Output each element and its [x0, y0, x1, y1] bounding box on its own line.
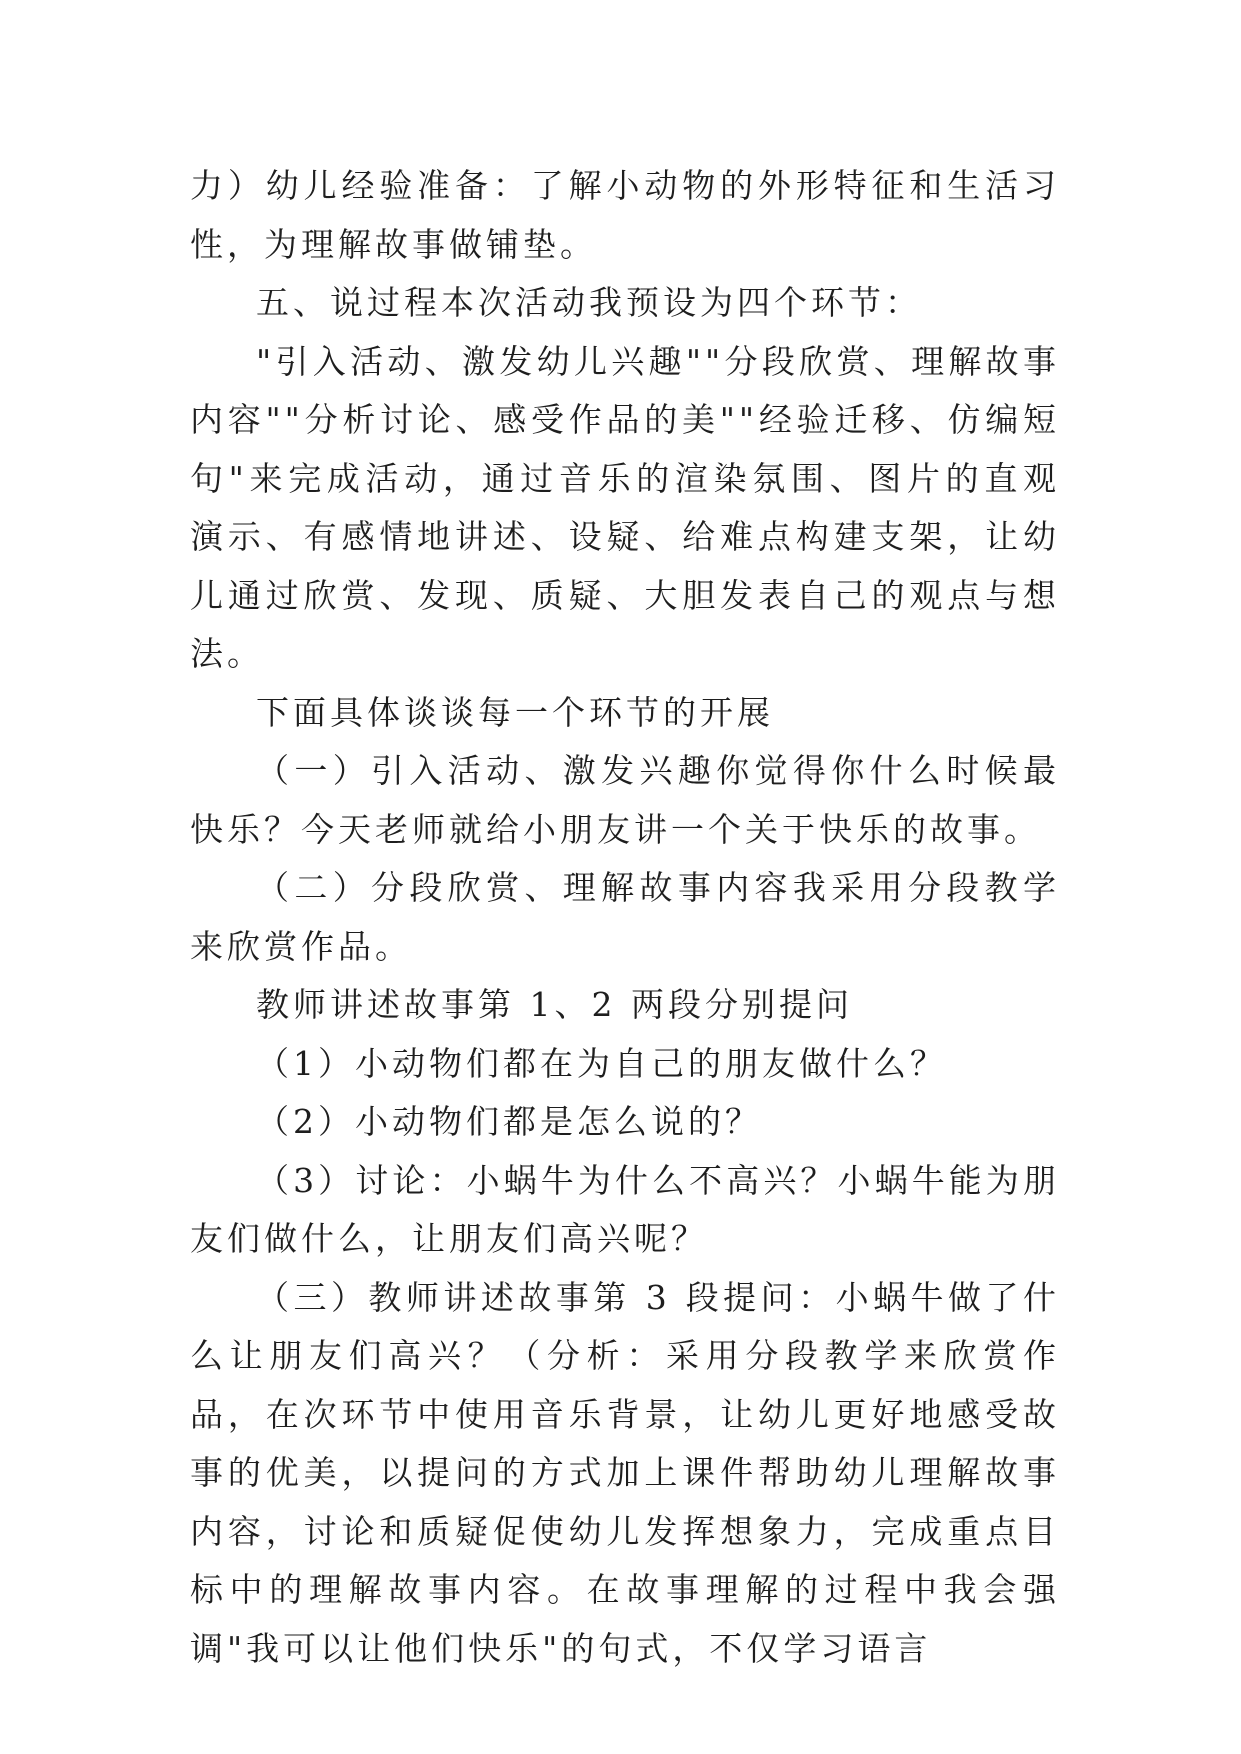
paragraph-1: 力）幼儿经验准备：了解小动物的外形特征和生活习性，为理解故事做铺垫。: [190, 166, 1060, 264]
paragraph-3: "引入活动、激发幼儿兴趣""分段欣赏、理解故事内容""分析讨论、感受作品的美""经验迁移、仿编短句"来完成活动，通过音乐的渲染氛围、图片的直观演示、有感情地讲述、设疑、给难点构建支架，让幼儿通过欣赏、发现、质疑、大胆发表自己的观点与想法。: [190, 341, 1060, 673]
body-text: [190, 157, 1060, 1678]
paragraph-10: （3）讨论：小蜗牛为什么不高兴？小蜗牛能为朋友们做什么，让朋友们高兴呢？: [190, 1160, 1060, 1258]
paragraph-7: 教师讲述故事第 1、2 两段分别提问: [256, 985, 853, 1024]
paragraph-6: （二）分段欣赏、理解故事内容我采用分段教学来欣赏作品。: [190, 868, 1060, 966]
paragraph-9: （2）小动物们都是怎么说的？: [256, 1102, 762, 1141]
paragraph-4: 下面具体谈谈每一个环节的开展: [256, 692, 774, 732]
paragraph-2: 五、说过程本次活动我预设为四个环节：: [256, 283, 922, 322]
paragraph-5: （一）引入活动、激发兴趣你觉得你什么时候最快乐？今天老师就给小朋友讲一个关于快乐的故事。: [190, 751, 1060, 849]
paragraph-11: （三）教师讲述故事第 3 段提问：小蜗牛做了什么让朋友们高兴？（分析：采用分段教学来欣赏作品，在次环节中使用音乐背景，让幼儿更好地感受故事的优美，以提问的方式加上课件帮助幼儿理解故事内容，讨论和质疑促使幼儿发挥想象力，完成重点目标中的理解故事内容。在故事理解的过程中我会强调"我可以让他们快乐"的句式，不仅学习语言: [190, 1277, 1060, 1668]
paragraph-8: （1）小动物们都在为自己的朋友做什么？: [256, 1043, 947, 1083]
